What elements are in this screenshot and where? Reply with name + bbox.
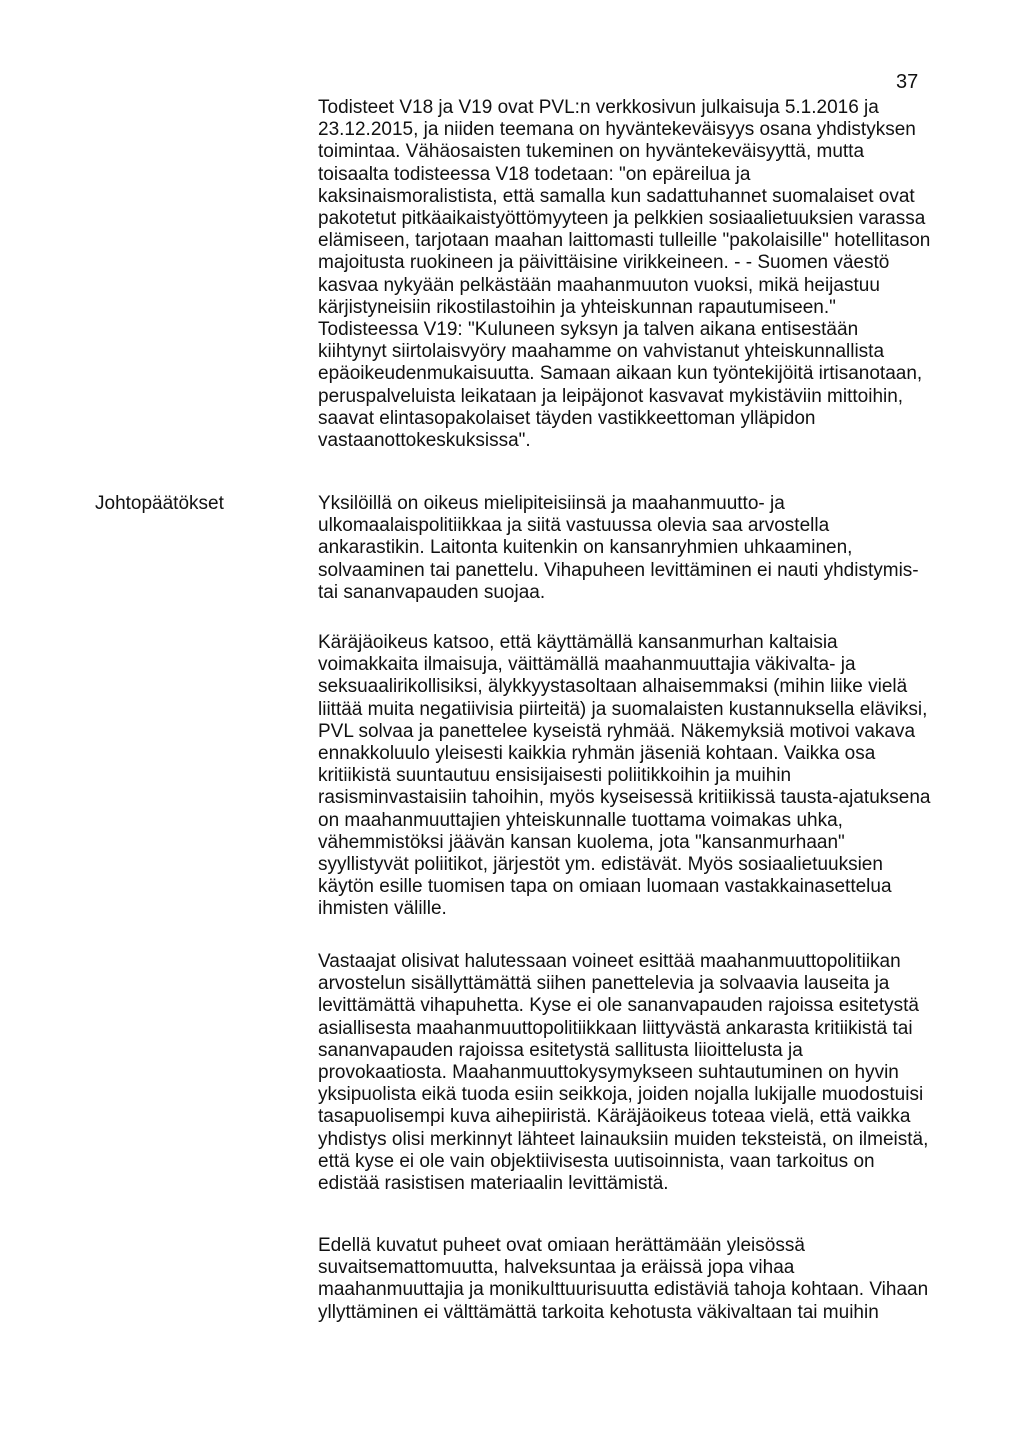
page-number: 37	[896, 71, 919, 93]
text-line: epäoikeudenmukaisuutta. Samaan aikaan kun työntekijöitä irtisanotaan,	[318, 363, 923, 385]
text-line: maahanmuuttajia ja monikulttuurisuutta edistäviä tahoja kohtaan. Vihaan	[318, 1279, 929, 1301]
text-line: toisaalta todisteessa V18 todetaan: "on epäreilua ja	[318, 163, 751, 185]
text-line: yllyttäminen ei välttämättä tarkoita kehotusta väkivaltaan tai muihin	[318, 1301, 879, 1323]
text-line: kasvaa nykyään pelkästään maahanmuuton vuoksi, mikä heijastuu	[318, 274, 880, 296]
text-line: kritiikistä suuntautuu ensisijaisesti poliitikkoihin ja muihin	[318, 765, 792, 787]
text-line: peruspalveluista leikataan ja leipäjonot kasvavat mykistäviin mittoihin,	[318, 385, 904, 407]
text-line: sananvapauden rajoissa esitetystä sallitusta liioittelusta ja	[318, 1039, 803, 1061]
text-line: että kyse ei ole vain objektiivisesta uutisoinnista, vaan tarkoitus on	[318, 1150, 875, 1172]
text-line: Todisteet V18 ja V19 ovat PVL:n verkkosivun julkaisuja 5.1.2016 ja	[318, 97, 879, 118]
text-line: solvaaminen tai panettelu. Vihapuheen levittäminen ei nauti yhdistymis-	[318, 559, 919, 581]
text-line: on maahanmuuttajien yhteiskunnalle tuottama voimakas uhka,	[318, 809, 843, 831]
text-line: ihmisten välille.	[318, 898, 447, 920]
text-line: elämiseen, tarjotaan maahan laittomasti tulleille "pakolaisille" hotellitason	[318, 230, 931, 252]
paragraph-incitement	[318, 1235, 966, 1324]
paragraph-text	[318, 493, 966, 604]
paragraph-text	[318, 1235, 966, 1324]
text-line: kaksinaismoralistista, että samalla kun sadattuhannet suomalaiset ovat	[318, 185, 915, 207]
text-line: pakotetut pitkäaikaistyöttömyyteen ja pelkkien sosiaalietuuksien varassa	[318, 208, 926, 230]
text-line: kiihtynyt siirtolaisvyöry maahamme on vahvistanut yhteiskunnallista	[318, 341, 885, 363]
text-line: vastaanottokeskuksissa".	[318, 430, 531, 452]
text-line: tai sananvapauden suojaa.	[318, 581, 546, 603]
text-line: ennakkoluulo yleisesti kaikkia ryhmän jäseniä kohtaan. Vaikka osa	[318, 743, 876, 765]
text-line: tasapuolisempi kuva aihepiiristä. Käräjäoikeus toteaa vielä, että vaikka	[318, 1106, 911, 1128]
paragraph-freedom-of-opinion	[318, 493, 966, 604]
text-line: yksipuolista eikä tuoda esiin seikkoja, joiden nojalla lukijalle muodostuisi	[318, 1084, 924, 1106]
text-line: Todisteessa V19: "Kuluneen syksyn ja talven aikana entisestään	[318, 319, 859, 341]
text-line: syyllistyvät poliitikot, järjestöt ym. edistävät. Myös sosiaalietuuksien	[318, 854, 883, 876]
paragraph-text	[318, 632, 966, 921]
text-line: liittää muita negatiivisia piirteitä) ja suomalaisten kustannuksella eläviksi,	[318, 698, 928, 720]
text-line: ulkomaalaispolitiikkaa ja siitä vastuussa olevia saa arvostella	[318, 515, 830, 537]
text-line: rasisminvastaisiin tahoihin, myös kyseisessä kritiikissä tausta-ajatuksena	[318, 787, 931, 809]
text-line: käytön esille tuomisen tapa on omiaan luomaan vastakkainasettelua	[318, 876, 892, 898]
text-line: arvostelun sisällyttämättä siihen panettelevia ja solvaavia lauseita ja	[318, 973, 890, 995]
paragraph-evidence-v18-v19	[318, 97, 966, 452]
text-line: majoitusta ruokineen ja päivittäisine virikkeineen. - - Suomen väestö	[318, 252, 890, 274]
text-line: kärjistyneisiin rikostilastoihin ja yhteiskunnan rapautumiseen."	[318, 296, 836, 318]
text-line: seksuaalirikollisiksi, älykkyystasoltaan alhaisemmaksi (mihin liike vielä	[318, 676, 908, 698]
text-line: asiallisesta maahanmuuttopolitiikkaan liittyvästä ankarasta kritiikistä tai	[318, 1017, 913, 1039]
text-line: provokaatiosta. Maahanmuuttokysymykseen suhtautuminen on hyvin	[318, 1062, 899, 1084]
text-line: PVL solvaa ja panettelee kyseistä ryhmää. Näkemyksiä motivoi vakava	[318, 720, 916, 742]
section-heading-conclusions: Johtopäätökset	[95, 493, 224, 514]
text-line: levittämättä vihapuhetta. Kyse ei ole sananvapauden rajoissa esitetystä	[318, 995, 919, 1017]
text-line: toimintaa. Vähäosaisten tukeminen on hyväntekeväisyyttä, mutta	[318, 141, 865, 163]
text-line: yhdistys olisi merkinnyt lähteet lainauksiin muiden teksteistä, on ilmeistä,	[318, 1128, 929, 1150]
text-line: Edellä kuvatut puheet ovat omiaan herättämään yleisössä	[318, 1235, 805, 1256]
text-line: ankarastikin. Laitonta kuitenkin on kansanryhmien uhkaaminen,	[318, 537, 853, 559]
text-line: vähemmistöksi jäävän kansan kuolema, jota "kansanmurhaan"	[318, 831, 845, 853]
text-line: suvaitsemattomuutta, halveksuntaa ja eräissä jopa vihaa	[318, 1257, 795, 1279]
paragraph-court-assessment	[318, 632, 966, 921]
text-line: edistää rasistisen materiaalin levittämistä.	[318, 1173, 669, 1195]
paragraph-text	[318, 97, 966, 452]
paragraph-defendants	[318, 951, 966, 1195]
text-line: 23.12.2015, ja niiden teemana on hyväntekeväisyys osana yhdistyksen	[318, 119, 916, 141]
text-line: saavat elintasopakolaiset täyden vastikkeettoman ylläpidon	[318, 407, 816, 429]
text-line: Käräjäoikeus katsoo, että käyttämällä kansanmurhan kaltaisia	[318, 632, 838, 653]
paragraph-text	[318, 951, 966, 1195]
text-line: voimakkaita ilmaisuja, väittämällä maahanmuuttajia väkivalta- ja	[318, 654, 856, 676]
text-line: Yksilöillä on oikeus mielipiteisiinsä ja maahanmuutto- ja	[318, 493, 785, 514]
text-line: Vastaajat olisivat halutessaan voineet esittää maahanmuuttopolitiikan	[318, 951, 901, 972]
